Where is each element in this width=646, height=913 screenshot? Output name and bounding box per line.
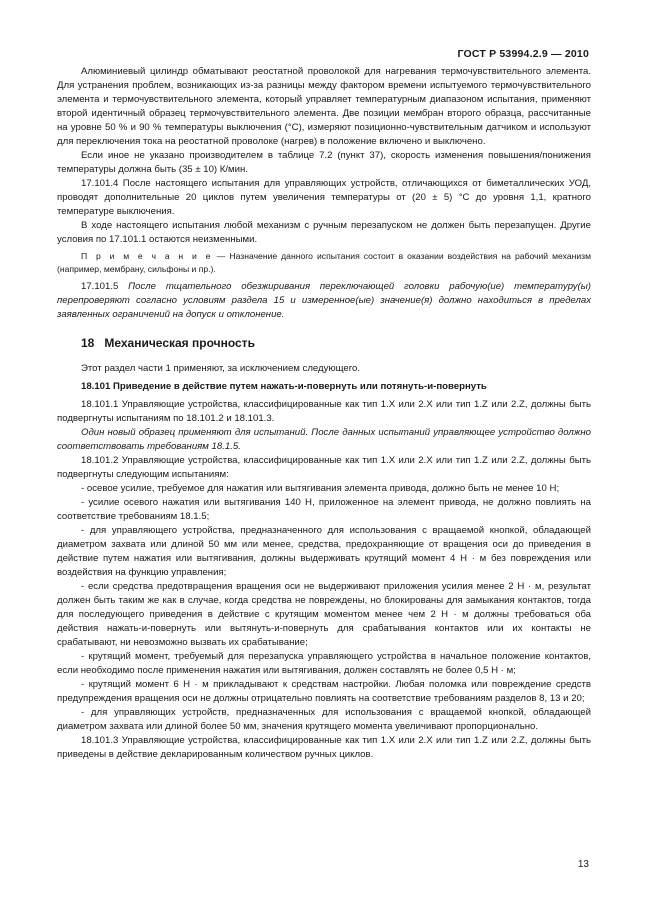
list-item: - крутящий момент 6 Н · м прикладывают к средствам настройки. Любая поломка или повреждение средств предупреждения вращения оси не должны отрицательно повлиять на соответствие требованиям разделов 8, 13 и 20; [57, 679, 591, 704]
paragraph-temperature-rate: Если иное не указано производителем в таблице 7.2 (пункт 37), скорость изменения повышения/понижения температуры должна быть (35 ± 10) К/мин. [57, 150, 591, 175]
section-number: 18 [81, 336, 95, 350]
list-item: - для управляющих устройств, предназначенных для использования с вращаемой кнопкой, обладающей диаметром захвата или длиной более 50 мм, значения крутящего момента увеличивают пропорционально. [57, 707, 591, 732]
section-intro: Этот раздел части 1 применяют, за исключением следующего. [81, 363, 361, 374]
clause-18-101-1: 18.101.1 Управляющие устройства, классифицированные как тип 1.X или 2.X или тип 1.Z или 2.Z, должны быть подвергнуты испытаниям по 18.101.2 и 18.101.3. [57, 399, 591, 424]
clause-17-101-4: 17.101.4 После настоящего испытания для управляющих устройств, отличающихся от биметаллических УОД, проводят дополнительные 20 циклов путем увеличения температуры от (20 ± 5) °C до уровня 1,1, кратного температуре выключения. [57, 178, 591, 217]
clause-18-101-2: 18.101.2 Управляющие устройства, классифицированные как тип 1.X или 2.X или тип 1.Z или 2.Z, должны быть подвергнуты следующим испытаниям: [57, 455, 591, 480]
clause-18-101-3: 18.101.3 Управляющие устройства, классифицированные как тип 1.X или 2.X или тип 1.Z или 2.Z, должны быть приведены в действие декларированным количеством ручных циклов. [57, 735, 591, 760]
list-item: - если средства предотвращения вращения оси не выдерживают приложения усилия менее 2 Н · м, результат должен быть таким же как в случае, когда средства не повреждены, но блокированы для замыкания контактов, тогда для последующего приведения в действие с крутящим моментом менее чем 2 Н · м должны требоваться оба действия нажать-и-повернуть или вытянуть-и-повернуть для срабатывания контактов или их контакты не срабатывают, ни невозможно вызвать их срабатывание; [57, 581, 591, 648]
note [57, 250, 591, 276]
list-item: - крутящий момент, требуемый для перезапуска управляющего устройства в начальное положение контактов, если необходимо после применения нажатия или вытягивания, должен составлять не более 0,5 Н · м; [57, 651, 591, 676]
clause-18-101-1-italic: Один новый образец применяют для испытаний. После данных испытаний управляющее устройство должно соответствовать требованиям 18.1.5. [57, 427, 591, 452]
note-label: П р и м е ч а н и е [81, 251, 213, 261]
clause-17-101-5 [57, 280, 591, 322]
page-number: 13 [577, 859, 589, 870]
list-item: - осевое усилие, требуемое для нажатия или вытягивания элемента привода, должно быть не менее 10 Н; [81, 483, 560, 494]
list-item: - для управляющего устройства, предназначенного для использования с вращаемой кнопкой, обладающей диаметром захвата или длиной 50 мм или менее, средства, предохраняющие от вращения оси до приведения в действие путем нажатия или вытягивания, должны выдерживать крутящий момент 4 Н · м без повреждения или воздействия на функцию управления; [57, 525, 591, 578]
section-heading [81, 336, 591, 350]
clause-17-101-5-text: После тщательного обезжиривания переключающей головки рабочую(ие) температуру(ы) перепроверяют согласно условиям раздела 15 и измеренное(ые) значение(я) должно находиться в пределах заявленных ограничений на допуск и отклонение. [57, 281, 591, 320]
note-text: — Назначение данного испытания состоит в оказании воздействия на рабочий механизм (например, мембрану, сильфоны и пр.). [57, 251, 591, 274]
page-content [57, 65, 591, 762]
standard-id-header: ГОСТ Р 53994.2.9 — 2010 [457, 48, 589, 60]
clause-17-101-5-number: 17.101.5 [81, 281, 129, 292]
section-title: Механическая прочность [104, 336, 255, 350]
list-item: - усилие осевого нажатия или вытягивания 140 Н, приложенное на элемент привода, не должно повлиять на соответствие требованиям 18.1.5; [57, 497, 591, 522]
paragraph-aluminium-cylinder: Алюминиевый цилиндр обматывают реостатной проволокой для нагревания термочувствительного элемента. Для устранения проблем, возникающих из-за разницы между фактором времени испытуемого термочувствительного элемента и термочувствительного элемента, который управляет температурным диапазоном испытания, применяют второй идентичный образец термочувствительного элемента. Две позиции мембран второго образца, рассчитанные на уровне 50 % и 90 % температуры выключения (°C), измеряют позиционно-чувствительным датчиком и используют для переключения тока на реостатной проволоке (нагрев) в положение включено и выключено. [57, 66, 591, 147]
subsection-heading-18-101: 18.101 Приведение в действие путем нажать-и-повернуть или потянуть-и-повернуть [81, 381, 487, 392]
paragraph-manual-reset: В ходе настоящего испытания любой механизм с ручным перезапуском не должен быть перезапущен. Другие условия по 17.101.1 остаются неизменными. [57, 220, 591, 245]
